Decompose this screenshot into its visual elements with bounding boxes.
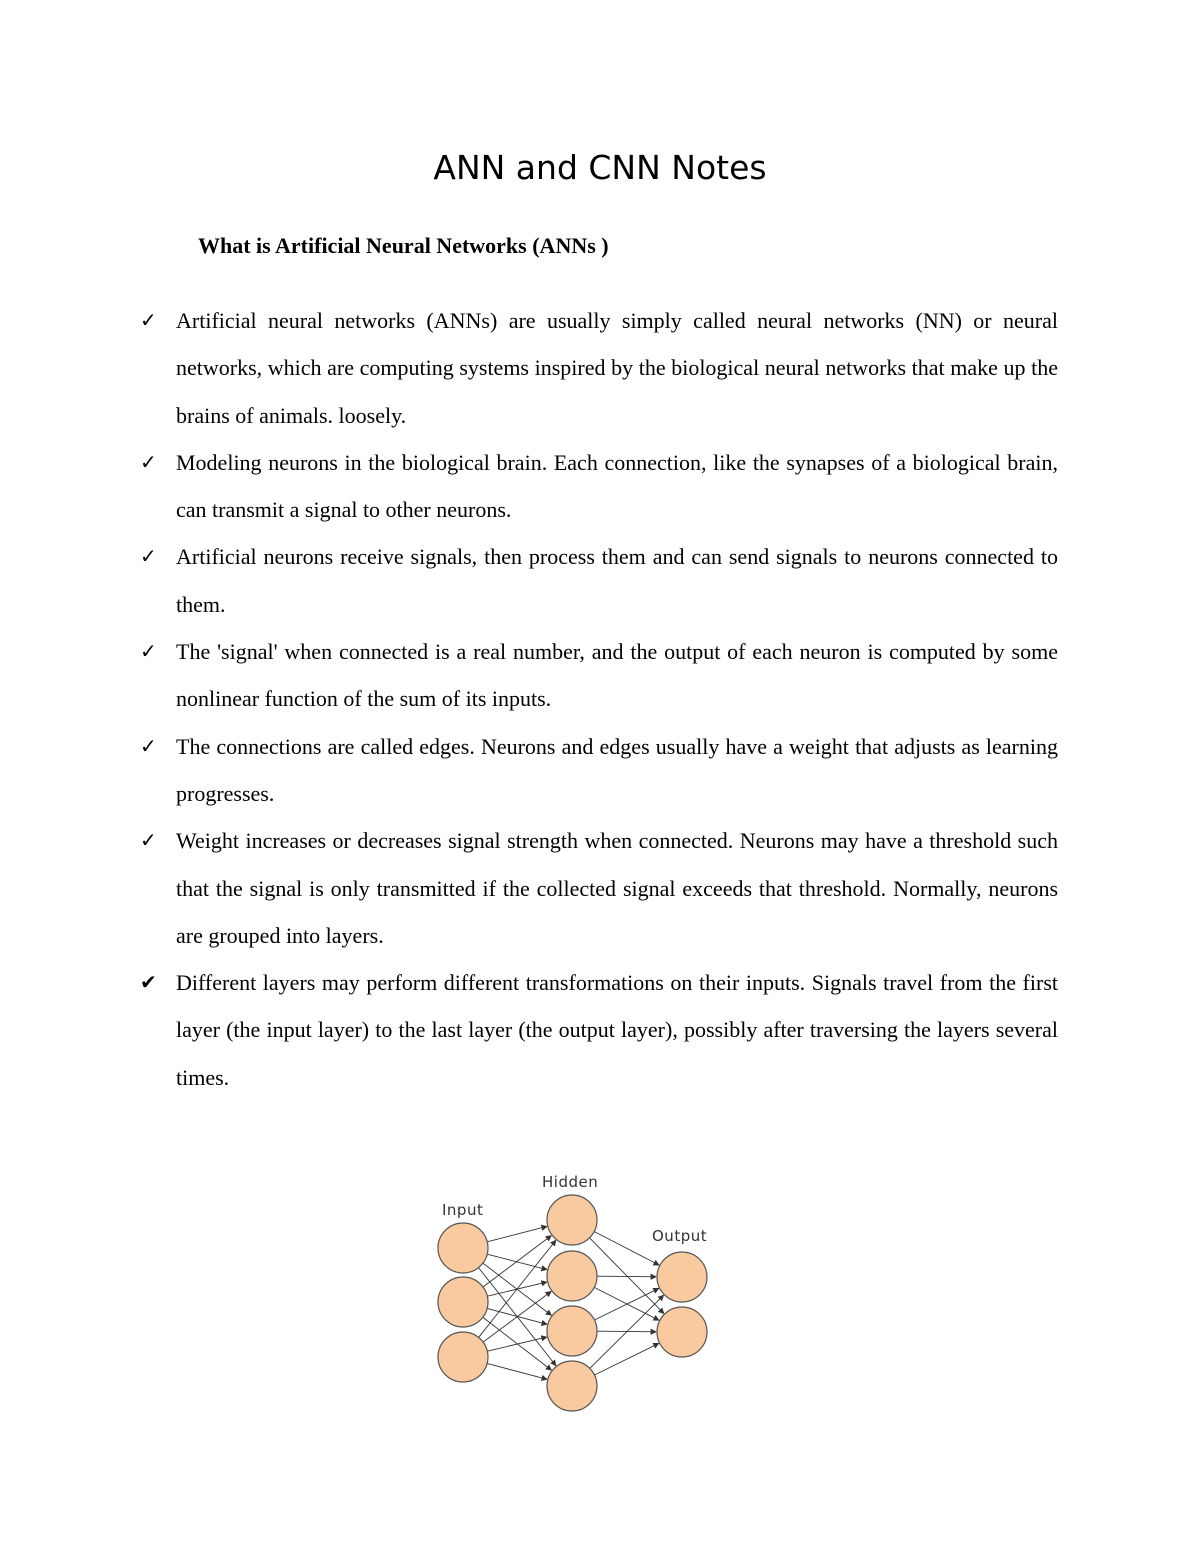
bullet-text: The 'signal' when connected is a real number, and the output of each neuron is computed by some nonlinear function of the sum of its inputs. <box>176 639 1058 712</box>
check-icon: ✓ <box>140 733 157 758</box>
check-icon: ✓ <box>140 308 157 332</box>
check-icon: ✓ <box>140 449 157 474</box>
connection-edge <box>483 1292 551 1343</box>
bullet-text: Modeling neurons in the biological brain. Each connection, like the synapses of a biological brain, can transmit a signal to other neurons. <box>176 449 1058 523</box>
hidden-node <box>547 1195 597 1245</box>
connection-edge <box>594 1232 659 1266</box>
list-item <box>140 723 1058 818</box>
input-node <box>438 1277 488 1327</box>
list-item <box>140 817 1058 959</box>
connection-edge <box>487 1337 546 1351</box>
hidden-node <box>547 1251 597 1301</box>
check-icon: ✓ <box>140 639 157 664</box>
connection-edge <box>590 1238 664 1314</box>
input-layer-label: Input <box>442 1201 484 1219</box>
output-node <box>657 1252 707 1302</box>
list-item <box>140 533 1058 628</box>
check-icon: ✔ <box>140 970 157 995</box>
bullet-text: Different layers may perform different transformations on their inputs. Signals travel from the first layer (the input layer) to the last layer (the output layer), possibly after traversing the layers several times. <box>176 970 1058 1090</box>
connection-edge <box>483 1236 551 1287</box>
page-title: ANN and CNN Notes <box>433 148 767 187</box>
check-icon: ✓ <box>140 544 157 569</box>
connection-edge <box>487 1363 547 1379</box>
list-item <box>140 439 1058 534</box>
list-item <box>140 628 1058 723</box>
list-item <box>140 959 1058 1101</box>
input-node <box>438 1332 488 1382</box>
section-heading: What is Artificial Neural Networks (ANNs ) <box>198 233 609 258</box>
bullet-text: The connections are called edges. Neurons and edges usually have a weight that adjusts as learning progresses. <box>176 733 1058 806</box>
bullet-text: Artificial neurons receive signals, then process them and can send signals to neurons connected to them. <box>176 544 1058 617</box>
bullet-list <box>140 297 1058 1101</box>
connection-edge <box>597 1276 656 1277</box>
bullet-text: Weight increases or decreases signal strength when connected. Neurons may have a threshold such that the signal is only transmitted if the collected signal exceeds that threshold. Normally, neurons are grouped into layers. <box>176 828 1058 948</box>
hidden-layer-label: Hidden <box>542 1173 599 1191</box>
input-node <box>438 1223 488 1273</box>
hidden-node <box>547 1306 597 1356</box>
check-icon: ✓ <box>140 828 157 853</box>
hidden-node <box>547 1361 597 1411</box>
output-layer-label: Output <box>652 1227 708 1245</box>
list-item <box>140 297 1058 439</box>
output-node <box>657 1307 707 1357</box>
neural-network-diagram <box>430 1168 730 1428</box>
connection-edge <box>594 1343 658 1375</box>
bullet-text: Artificial neural networks (ANNs) are usually simply called neural networks (NN) or neural networks, which are computing systems inspired by the biological neural networks that make up the brains of animals. loosely. <box>176 308 1058 428</box>
connection-edge <box>487 1226 547 1241</box>
